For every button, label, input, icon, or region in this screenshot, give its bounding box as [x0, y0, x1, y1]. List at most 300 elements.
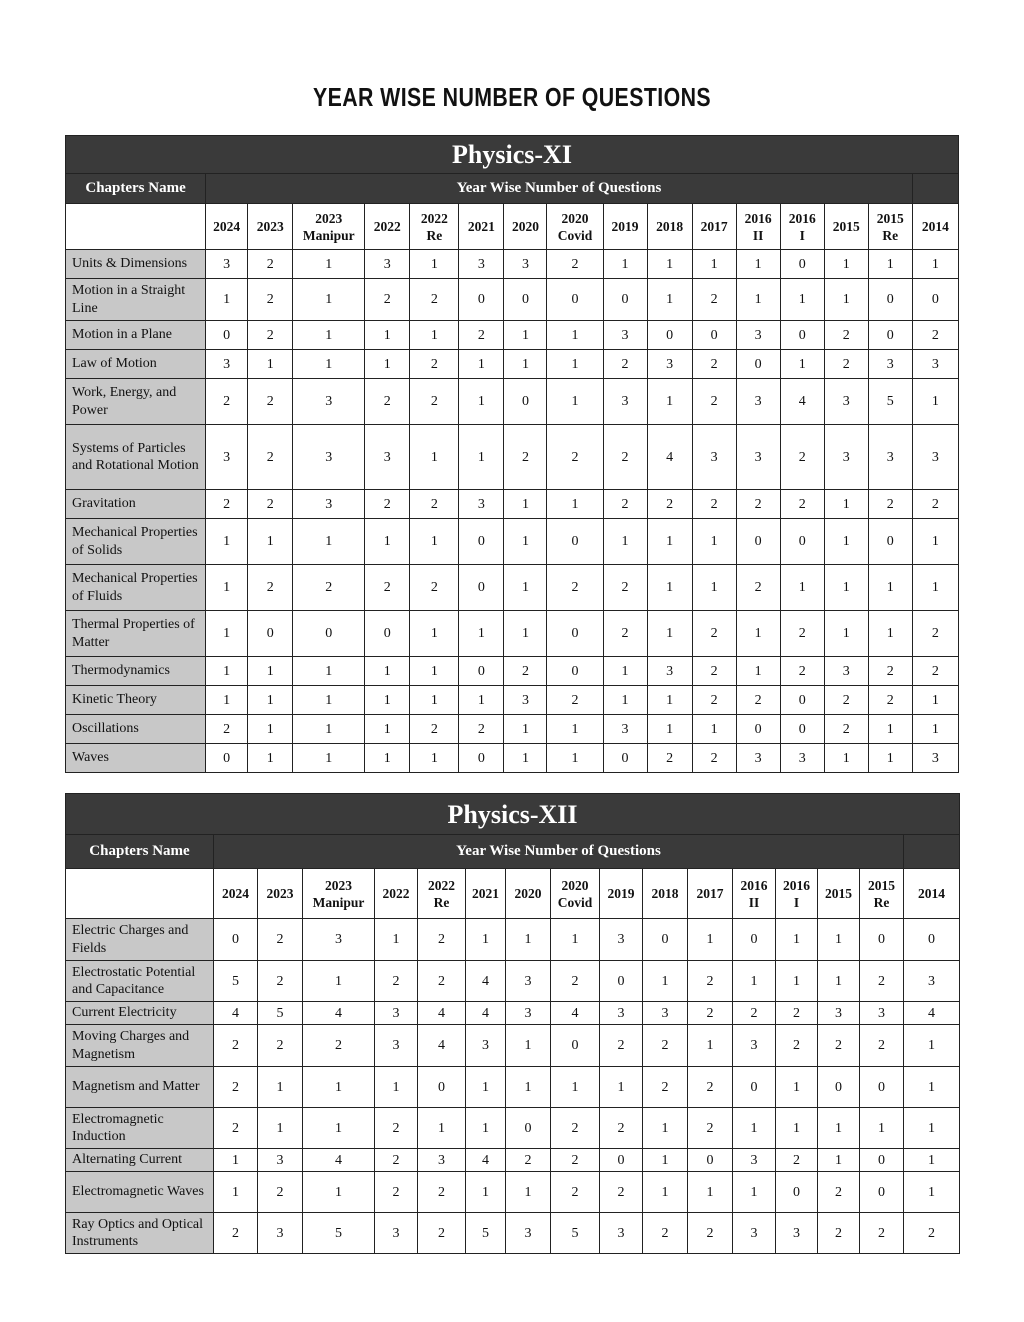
question-count-cell: 2 [692, 350, 736, 379]
question-count-cell: 2 [860, 1025, 904, 1067]
question-count-cell: 0 [780, 686, 824, 715]
question-count-cell: 1 [365, 744, 410, 773]
question-count-cell: 1 [733, 1172, 776, 1213]
question-count-cell: 1 [688, 919, 733, 961]
year-header-cell: 2015 [818, 869, 860, 919]
year-header-cell: 2015 Re [860, 869, 904, 919]
question-count-cell: 3 [600, 1213, 643, 1254]
question-count-cell: 2 [551, 1149, 600, 1172]
question-count-cell: 1 [504, 715, 547, 744]
year-header-cell: 2019 [603, 204, 647, 250]
year-header-cell: 2017 [692, 204, 736, 250]
question-count-cell: 2 [547, 686, 603, 715]
question-count-cell: 0 [780, 519, 824, 565]
question-count-cell: 2 [643, 1025, 688, 1067]
question-count-cell: 0 [868, 279, 912, 321]
chapter-name-cell: Law of Motion [66, 350, 206, 379]
question-count-cell: 2 [868, 657, 912, 686]
question-count-cell: 2 [365, 279, 410, 321]
question-count-cell: 1 [818, 1108, 860, 1149]
table-row [66, 1067, 960, 1108]
question-count-cell: 3 [466, 1025, 506, 1067]
question-count-cell: 0 [459, 519, 504, 565]
question-count-cell: 3 [506, 1002, 551, 1025]
question-count-cell: 0 [736, 715, 780, 744]
question-count-cell: 3 [459, 250, 504, 279]
chapter-name-cell: Electric Charges and Fields [66, 919, 214, 961]
question-count-cell: 1 [504, 321, 547, 350]
question-count-cell: 3 [733, 1149, 776, 1172]
question-count-cell: 1 [643, 1172, 688, 1213]
table-row [66, 1025, 960, 1067]
chapters-name-header: Chapters Name [66, 174, 206, 204]
question-count-cell: 1 [293, 744, 365, 773]
question-count-cell: 2 [365, 379, 410, 425]
question-count-cell: 3 [365, 250, 410, 279]
year-header-cell: 2014 [904, 869, 960, 919]
question-count-cell: 1 [506, 1172, 551, 1213]
question-count-cell: 1 [736, 279, 780, 321]
question-count-cell: 1 [248, 657, 293, 686]
question-count-cell: 2 [375, 1149, 418, 1172]
question-count-cell: 1 [818, 919, 860, 961]
question-count-cell: 1 [688, 1172, 733, 1213]
question-count-cell: 2 [214, 1067, 258, 1108]
question-count-cell: 1 [206, 657, 248, 686]
question-count-cell: 2 [600, 1172, 643, 1213]
question-count-cell: 1 [692, 715, 736, 744]
question-count-cell: 2 [692, 611, 736, 657]
question-count-cell: 3 [824, 425, 868, 490]
question-count-cell: 2 [780, 425, 824, 490]
question-count-cell: 5 [303, 1213, 375, 1254]
question-count-cell: 0 [459, 657, 504, 686]
question-count-cell: 2 [904, 1213, 960, 1254]
question-count-cell: 1 [303, 961, 375, 1002]
question-count-cell: 2 [824, 715, 868, 744]
question-count-cell: 1 [780, 279, 824, 321]
question-count-cell: 0 [647, 321, 692, 350]
question-count-cell: 2 [603, 425, 647, 490]
question-count-cell: 0 [506, 1108, 551, 1149]
question-count-cell: 2 [418, 919, 466, 961]
year-header-cell: 2020 [506, 869, 551, 919]
question-count-cell: 1 [824, 744, 868, 773]
question-count-cell: 3 [258, 1149, 303, 1172]
question-count-cell: 1 [293, 321, 365, 350]
question-count-cell: 3 [818, 1002, 860, 1025]
question-count-cell: 0 [860, 1067, 904, 1108]
question-count-cell: 1 [214, 1172, 258, 1213]
chapter-name-cell: Mechanical Properties of Fluids [66, 565, 206, 611]
question-count-cell: 2 [868, 686, 912, 715]
question-count-cell: 2 [410, 490, 459, 519]
table-row [66, 565, 959, 611]
question-count-cell: 1 [504, 350, 547, 379]
chapter-name-cell: Work, Energy, and Power [66, 379, 206, 425]
question-count-cell: 1 [248, 350, 293, 379]
question-count-cell: 3 [293, 425, 365, 490]
chapter-name-cell: Motion in a Plane [66, 321, 206, 350]
question-count-cell: 2 [912, 611, 958, 657]
question-count-cell: 1 [647, 250, 692, 279]
year-wise-header: Year Wise Number of Questions [206, 174, 913, 204]
chapter-name-cell: Current Electricity [66, 1002, 214, 1025]
question-count-cell: 2 [688, 961, 733, 1002]
table-row [66, 611, 959, 657]
question-count-cell: 3 [258, 1213, 303, 1254]
question-count-cell: 1 [293, 279, 365, 321]
question-count-cell: 5 [214, 961, 258, 1002]
question-count-cell: 2 [375, 961, 418, 1002]
question-count-cell: 1 [692, 250, 736, 279]
question-count-cell: 2 [248, 321, 293, 350]
question-count-cell: 1 [206, 519, 248, 565]
question-count-cell: 4 [551, 1002, 600, 1025]
question-count-cell: 3 [365, 425, 410, 490]
question-count-cell: 2 [214, 1213, 258, 1254]
table-title: Physics-XII [66, 794, 960, 835]
table-row [66, 657, 959, 686]
year-header-cell: 2022 [375, 869, 418, 919]
question-count-cell: 2 [375, 1108, 418, 1149]
question-count-cell: 0 [868, 519, 912, 565]
question-count-cell: 1 [293, 519, 365, 565]
question-count-cell: 1 [504, 519, 547, 565]
question-count-cell: 1 [506, 1025, 551, 1067]
question-count-cell: 0 [780, 715, 824, 744]
question-count-cell: 3 [736, 321, 780, 350]
question-count-cell: 1 [818, 961, 860, 1002]
question-count-cell: 3 [206, 350, 248, 379]
question-count-cell: 1 [868, 611, 912, 657]
question-count-cell: 0 [818, 1067, 860, 1108]
question-count-cell: 2 [258, 1172, 303, 1213]
question-count-cell: 2 [547, 425, 603, 490]
question-count-cell: 1 [868, 744, 912, 773]
question-count-cell: 1 [206, 279, 248, 321]
question-count-cell: 4 [904, 1002, 960, 1025]
question-count-cell: 2 [248, 379, 293, 425]
question-count-cell: 1 [643, 1108, 688, 1149]
question-count-cell: 0 [459, 279, 504, 321]
question-count-cell: 5 [868, 379, 912, 425]
question-count-cell: 1 [824, 519, 868, 565]
question-count-cell: 1 [303, 1067, 375, 1108]
question-count-cell: 1 [733, 961, 776, 1002]
question-count-cell: 2 [603, 565, 647, 611]
question-count-cell: 1 [647, 279, 692, 321]
chapter-name-cell: Magnetism and Matter [66, 1067, 214, 1108]
question-count-cell: 3 [733, 1213, 776, 1254]
question-count-cell: 1 [912, 686, 958, 715]
question-count-cell: 3 [506, 1213, 551, 1254]
chapter-name-cell: Systems of Particles and Rotational Motion [66, 425, 206, 490]
question-count-cell: 2 [776, 1149, 818, 1172]
question-count-cell: 1 [504, 490, 547, 519]
question-count-cell: 1 [375, 1067, 418, 1108]
question-count-cell: 1 [776, 961, 818, 1002]
question-count-cell: 2 [206, 490, 248, 519]
question-count-cell: 1 [459, 425, 504, 490]
question-count-cell: 2 [418, 1213, 466, 1254]
chapter-name-cell: Mechanical Properties of Solids [66, 519, 206, 565]
question-count-cell: 0 [547, 657, 603, 686]
question-count-cell: 2 [248, 279, 293, 321]
year-header-cell: 2016 I [776, 869, 818, 919]
question-count-cell: 0 [780, 250, 824, 279]
question-count-cell: 1 [293, 350, 365, 379]
question-count-cell: 3 [736, 744, 780, 773]
question-count-cell: 1 [824, 279, 868, 321]
question-count-cell: 2 [506, 1149, 551, 1172]
question-count-cell: 2 [600, 1108, 643, 1149]
question-count-cell: 5 [551, 1213, 600, 1254]
chapter-name-cell: Waves [66, 744, 206, 773]
table-row [66, 1172, 960, 1213]
chapter-name-cell: Motion in a Straight Line [66, 279, 206, 321]
question-count-cell: 1 [258, 1067, 303, 1108]
table-row [66, 279, 959, 321]
question-count-cell: 3 [824, 657, 868, 686]
year-header-cell: 2023 Manipur [293, 204, 365, 250]
year-header-cell: 2016 I [780, 204, 824, 250]
question-count-cell: 0 [776, 1172, 818, 1213]
question-count-cell: 2 [912, 490, 958, 519]
question-count-cell: 0 [860, 1172, 904, 1213]
question-count-cell: 2 [736, 490, 780, 519]
question-count-cell: 1 [504, 744, 547, 773]
question-count-cell: 3 [293, 490, 365, 519]
question-count-cell: 4 [418, 1002, 466, 1025]
question-count-cell: 4 [647, 425, 692, 490]
question-count-cell: 2 [780, 490, 824, 519]
question-count-cell: 3 [603, 321, 647, 350]
question-count-cell: 3 [293, 379, 365, 425]
year-header-cell: 2018 [643, 869, 688, 919]
question-count-cell: 3 [459, 490, 504, 519]
year-header-cell: 2024 [206, 204, 248, 250]
question-count-cell: 1 [736, 657, 780, 686]
question-count-cell: 2 [459, 715, 504, 744]
question-count-cell: 0 [600, 1149, 643, 1172]
question-count-cell: 1 [776, 1067, 818, 1108]
question-count-cell: 2 [868, 490, 912, 519]
year-header-cell: 2022 [365, 204, 410, 250]
question-count-cell: 1 [904, 1149, 960, 1172]
question-count-cell: 2 [206, 715, 248, 744]
question-count-cell: 1 [868, 715, 912, 744]
question-count-cell: 1 [410, 657, 459, 686]
question-count-cell: 2 [824, 350, 868, 379]
question-count-cell: 2 [258, 961, 303, 1002]
question-count-cell: 2 [418, 1172, 466, 1213]
question-count-cell: 0 [459, 744, 504, 773]
year-header-cell: 2022 Re [410, 204, 459, 250]
question-count-cell: 3 [780, 744, 824, 773]
question-count-cell: 1 [303, 1172, 375, 1213]
question-count-cell: 0 [912, 279, 958, 321]
table-row [66, 519, 959, 565]
question-count-cell: 1 [868, 250, 912, 279]
question-count-cell: 2 [418, 961, 466, 1002]
question-count-cell: 2 [603, 611, 647, 657]
table-row [66, 1108, 960, 1149]
table-row [66, 1002, 960, 1025]
question-count-cell: 1 [365, 657, 410, 686]
question-count-cell: 1 [603, 519, 647, 565]
question-count-cell: 3 [736, 425, 780, 490]
question-count-cell: 1 [904, 1108, 960, 1149]
table-banner-row [66, 794, 960, 835]
question-count-cell: 1 [912, 715, 958, 744]
question-count-cell: 0 [365, 611, 410, 657]
question-count-cell: 1 [912, 379, 958, 425]
question-count-cell: 3 [375, 1025, 418, 1067]
question-count-cell: 2 [365, 565, 410, 611]
question-count-cell: 1 [258, 1108, 303, 1149]
question-count-cell: 4 [214, 1002, 258, 1025]
table-row [66, 250, 959, 279]
question-count-cell: 1 [206, 565, 248, 611]
question-count-cell: 1 [647, 611, 692, 657]
question-count-cell: 0 [692, 321, 736, 350]
question-count-cell: 1 [466, 1067, 506, 1108]
question-count-cell: 1 [365, 686, 410, 715]
question-count-cell: 2 [692, 657, 736, 686]
question-count-cell: 3 [375, 1002, 418, 1025]
question-count-cell: 5 [466, 1213, 506, 1254]
question-count-cell: 2 [504, 425, 547, 490]
question-count-cell: 2 [692, 279, 736, 321]
question-count-cell: 2 [214, 1025, 258, 1067]
question-count-cell: 1 [410, 425, 459, 490]
year-header-cell: 2016 II [733, 869, 776, 919]
question-count-cell: 1 [293, 715, 365, 744]
question-count-cell: 4 [303, 1149, 375, 1172]
question-count-cell: 2 [688, 1213, 733, 1254]
question-count-cell: 1 [418, 1108, 466, 1149]
question-count-cell: 2 [824, 321, 868, 350]
chapter-name-cell: Thermal Properties of Matter [66, 611, 206, 657]
question-count-cell: 4 [303, 1002, 375, 1025]
question-count-cell: 0 [547, 279, 603, 321]
question-count-cell: 0 [293, 611, 365, 657]
table-row [66, 961, 960, 1002]
question-count-cell: 1 [603, 657, 647, 686]
question-count-cell: 1 [410, 321, 459, 350]
question-count-cell: 3 [868, 425, 912, 490]
chapter-name-cell: Ray Optics and Optical Instruments [66, 1213, 214, 1254]
table-row [66, 1213, 960, 1254]
question-count-cell: 4 [418, 1025, 466, 1067]
question-count-cell: 0 [860, 919, 904, 961]
question-count-cell: 0 [733, 919, 776, 961]
question-count-cell: 3 [912, 744, 958, 773]
question-count-cell: 1 [547, 490, 603, 519]
table-row [66, 1149, 960, 1172]
year-header-cell: 2024 [214, 869, 258, 919]
question-count-cell: 2 [824, 686, 868, 715]
table-row [66, 425, 959, 490]
question-count-cell: 1 [647, 379, 692, 425]
question-count-cell: 2 [248, 425, 293, 490]
chapter-name-cell: Electrostatic Potential and Capacitance [66, 961, 214, 1002]
question-count-cell: 2 [248, 565, 293, 611]
physics-xii-table [65, 793, 960, 1254]
question-count-cell: 1 [818, 1149, 860, 1172]
question-count-cell: 1 [647, 519, 692, 565]
question-count-cell: 2 [551, 1108, 600, 1149]
question-count-cell: 0 [600, 961, 643, 1002]
question-count-cell: 3 [603, 715, 647, 744]
question-count-cell: 1 [293, 657, 365, 686]
chapter-name-cell: Thermodynamics [66, 657, 206, 686]
question-count-cell: 3 [733, 1025, 776, 1067]
question-count-cell: 2 [688, 1002, 733, 1025]
question-count-cell: 3 [860, 1002, 904, 1025]
question-count-cell: 2 [780, 657, 824, 686]
year-header-cell: 2022 Re [418, 869, 466, 919]
question-count-cell: 0 [504, 279, 547, 321]
question-count-cell: 1 [603, 686, 647, 715]
year-header-cell: 2014 [912, 204, 958, 250]
question-count-cell: 0 [206, 321, 248, 350]
question-count-cell: 3 [776, 1213, 818, 1254]
question-count-cell: 2 [692, 379, 736, 425]
table-banner-row [66, 136, 959, 174]
question-count-cell: 1 [692, 565, 736, 611]
question-count-cell: 1 [647, 686, 692, 715]
question-count-cell: 2 [688, 1108, 733, 1149]
question-count-cell: 2 [248, 490, 293, 519]
question-count-cell: 0 [551, 1025, 600, 1067]
question-count-cell: 3 [504, 250, 547, 279]
question-count-cell: 2 [912, 321, 958, 350]
question-count-cell: 1 [904, 1067, 960, 1108]
question-count-cell: 1 [912, 565, 958, 611]
year-header-cell: 2015 [824, 204, 868, 250]
question-count-cell: 2 [410, 279, 459, 321]
question-count-cell: 0 [780, 321, 824, 350]
question-count-cell: 1 [547, 321, 603, 350]
question-count-cell: 1 [410, 250, 459, 279]
question-count-cell: 1 [643, 1149, 688, 1172]
question-count-cell: 1 [688, 1025, 733, 1067]
question-count-cell: 1 [860, 1108, 904, 1149]
question-count-cell: 1 [547, 715, 603, 744]
year-header-cell: 2019 [600, 869, 643, 919]
table-row [66, 321, 959, 350]
question-count-cell: 0 [206, 744, 248, 773]
chapter-name-cell: Units & Dimensions [66, 250, 206, 279]
question-count-cell: 3 [904, 961, 960, 1002]
years-header-row [66, 204, 959, 250]
question-count-cell: 1 [647, 715, 692, 744]
question-count-cell: 2 [365, 490, 410, 519]
table-row [66, 686, 959, 715]
question-count-cell: 3 [868, 350, 912, 379]
question-count-cell: 1 [504, 565, 547, 611]
question-count-cell: 1 [736, 611, 780, 657]
question-count-cell: 1 [647, 565, 692, 611]
question-count-cell: 1 [600, 1067, 643, 1108]
question-count-cell: 2 [410, 565, 459, 611]
question-count-cell: 5 [258, 1002, 303, 1025]
question-count-cell: 1 [375, 919, 418, 961]
question-count-cell: 1 [736, 250, 780, 279]
question-count-cell: 2 [643, 1213, 688, 1254]
